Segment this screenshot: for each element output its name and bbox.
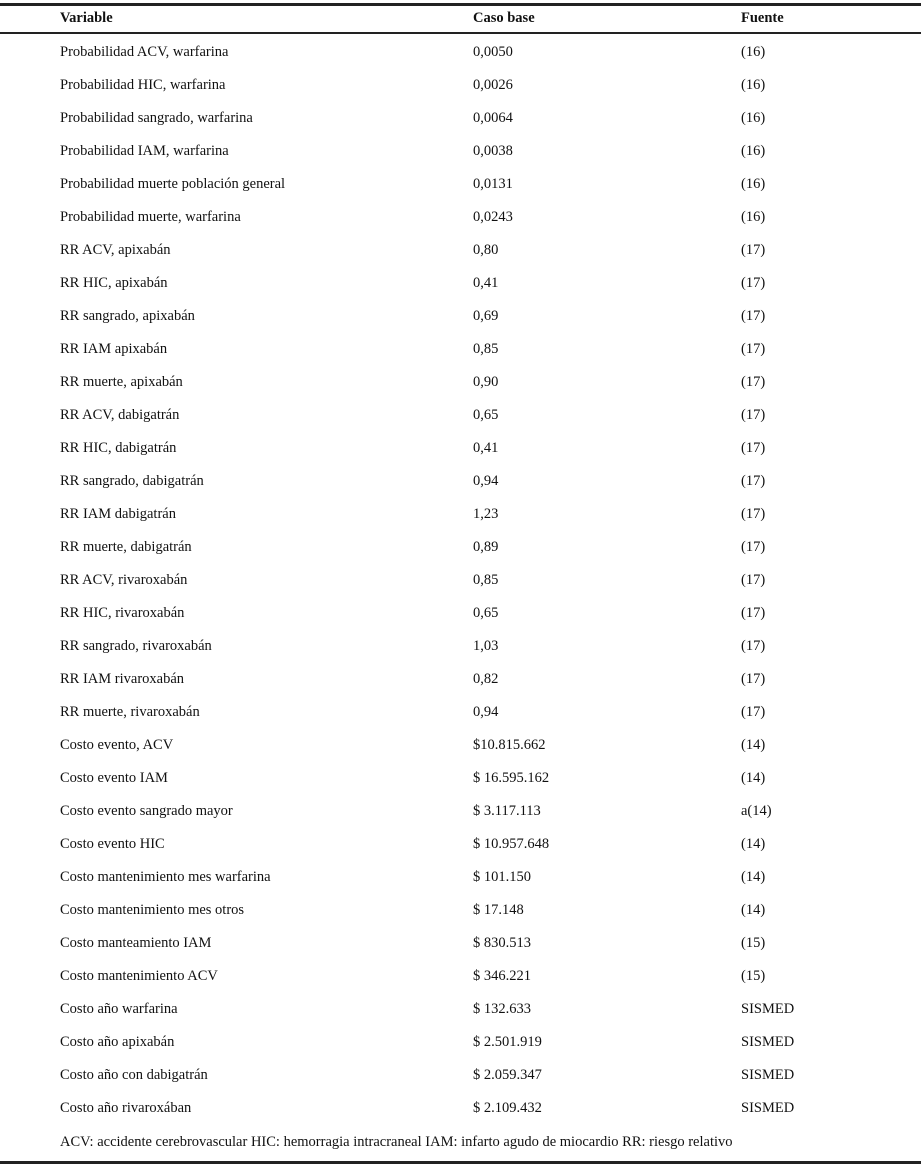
cell-source: (17) — [741, 671, 766, 687]
cell-variable: RR IAM apixabán — [60, 341, 168, 357]
cell-source: (17) — [741, 242, 766, 258]
cell-base-case: 0,0038 — [473, 143, 513, 159]
table-row — [0, 399, 921, 432]
cell-base-case: 0,0050 — [473, 44, 513, 60]
table-row — [0, 135, 921, 168]
cell-base-case: 0,80 — [473, 242, 499, 258]
cell-variable: Costo año warfarina — [60, 1001, 178, 1017]
cell-base-case: 0,0131 — [473, 176, 513, 192]
cell-base-case: 0,41 — [473, 275, 499, 291]
cell-source: (16) — [741, 176, 766, 192]
cell-base-case: 0,0026 — [473, 77, 513, 93]
table-row — [0, 432, 921, 465]
table-row — [0, 630, 921, 663]
cell-base-case: $ 3.117.113 — [473, 803, 541, 819]
cell-variable: Costo año apixabán — [60, 1034, 175, 1050]
cell-variable: RR ACV, apixabán — [60, 242, 171, 258]
cell-base-case: 0,94 — [473, 473, 499, 489]
cell-base-case: 0,85 — [473, 572, 499, 588]
cell-source: (16) — [741, 143, 766, 159]
cell-variable: RR HIC, rivaroxabán — [60, 605, 185, 621]
table-row — [0, 960, 921, 993]
table-row — [0, 861, 921, 894]
cell-source: (17) — [741, 605, 766, 621]
table-row — [0, 696, 921, 729]
cell-variable: Costo mantenimiento ACV — [60, 968, 218, 984]
table-row — [0, 1092, 921, 1125]
table-row — [0, 894, 921, 927]
table-row — [0, 267, 921, 300]
cell-base-case: 0,65 — [473, 407, 499, 423]
cell-base-case: 0,94 — [473, 704, 499, 720]
cell-variable: Probabilidad muerte población general — [60, 176, 286, 192]
cell-variable: RR ACV, rivaroxabán — [60, 572, 188, 588]
cell-variable: Costo año rivaroxában — [60, 1100, 192, 1116]
cell-base-case: $ 830.513 — [473, 935, 531, 951]
table-row — [0, 564, 921, 597]
cell-source: (17) — [741, 704, 766, 720]
header-base-case: Caso base — [473, 10, 535, 26]
cell-variable: RR IAM rivaroxabán — [60, 671, 185, 687]
table-row — [0, 795, 921, 828]
cell-variable: RR sangrado, rivaroxabán — [60, 638, 212, 654]
table-bottom-rule — [0, 1161, 921, 1164]
cell-source: (16) — [741, 44, 766, 60]
table-row — [0, 993, 921, 1026]
cell-variable: Costo evento, ACV — [60, 737, 174, 753]
cell-source: (14) — [741, 836, 766, 852]
table-row — [0, 1026, 921, 1059]
cell-variable: RR muerte, dabigatrán — [60, 539, 192, 555]
table-row — [0, 663, 921, 696]
cell-base-case: $ 2.501.919 — [473, 1034, 542, 1050]
cell-source: SISMED — [741, 1067, 795, 1083]
cell-variable: RR IAM dabigatrán — [60, 506, 176, 522]
table-header — [0, 2, 921, 35]
cell-source: (16) — [741, 209, 766, 225]
cell-source: (17) — [741, 572, 766, 588]
cell-source: (17) — [741, 374, 766, 390]
cell-variable: RR ACV, dabigatrán — [60, 407, 180, 423]
cell-source: SISMED — [741, 1100, 795, 1116]
cell-variable: Costo evento sangrado mayor — [60, 803, 233, 819]
table-row — [0, 366, 921, 399]
cell-source: (14) — [741, 869, 766, 885]
cell-base-case: $ 10.957.648 — [473, 836, 550, 852]
cell-variable: Probabilidad ACV, warfarina — [60, 44, 229, 60]
table-row — [0, 168, 921, 201]
table-row — [0, 201, 921, 234]
table-row — [0, 1059, 921, 1092]
cell-source: (14) — [741, 737, 766, 753]
cell-variable: Costo evento IAM — [60, 770, 168, 786]
cell-base-case: 0,85 — [473, 341, 499, 357]
cell-base-case: $ 132.633 — [473, 1001, 531, 1017]
cell-source: (16) — [741, 110, 766, 126]
header-variable: Variable — [60, 10, 113, 26]
cell-variable: RR muerte, apixabán — [60, 374, 183, 390]
cell-variable: Probabilidad HIC, warfarina — [60, 77, 226, 93]
cell-variable: RR HIC, dabigatrán — [60, 440, 177, 456]
cell-variable: RR muerte, rivaroxabán — [60, 704, 200, 720]
cell-source: (17) — [741, 638, 766, 654]
header-source: Fuente — [741, 10, 784, 26]
cell-variable: Costo manteamiento IAM — [60, 935, 212, 951]
cell-base-case: $ 2.109.432 — [473, 1100, 542, 1116]
table-row — [0, 828, 921, 861]
cell-base-case: 0,41 — [473, 440, 499, 456]
header-rule — [0, 32, 921, 34]
cell-variable: Costo mantenimiento mes otros — [60, 902, 245, 918]
cell-base-case: 0,90 — [473, 374, 499, 390]
table-row — [0, 531, 921, 564]
cell-base-case: $ 346.221 — [473, 968, 531, 984]
cell-base-case: 0,0064 — [473, 110, 513, 126]
table-row — [0, 300, 921, 333]
cell-variable: RR sangrado, dabigatrán — [60, 473, 204, 489]
cell-source: (17) — [741, 506, 766, 522]
cell-base-case: $ 17.148 — [473, 902, 524, 918]
cell-source: (14) — [741, 902, 766, 918]
cell-base-case: 0,82 — [473, 671, 499, 687]
cell-base-case: 0,65 — [473, 605, 499, 621]
cell-source: (17) — [741, 308, 766, 324]
table-row — [0, 333, 921, 366]
cell-source: (17) — [741, 275, 766, 291]
table-row — [0, 597, 921, 630]
table-row — [0, 36, 921, 69]
cell-source: (17) — [741, 440, 766, 456]
cell-base-case: 1,03 — [473, 638, 499, 654]
cell-source: SISMED — [741, 1001, 795, 1017]
table-row — [0, 927, 921, 960]
cell-source: (17) — [741, 473, 766, 489]
cell-base-case: $ 101.150 — [473, 869, 531, 885]
cell-source: (17) — [741, 539, 766, 555]
cell-source: (17) — [741, 407, 766, 423]
cell-source: a(14) — [741, 803, 772, 819]
cell-base-case: $ 16.595.162 — [473, 770, 550, 786]
cell-source: (15) — [741, 935, 766, 951]
cell-base-case: 0,69 — [473, 308, 499, 324]
cell-base-case: 0,89 — [473, 539, 499, 555]
cell-variable: Costo año con dabigatrán — [60, 1067, 208, 1083]
cell-source: (17) — [741, 341, 766, 357]
cell-source: (16) — [741, 77, 766, 93]
table-row — [0, 234, 921, 267]
cell-variable: Probabilidad muerte, warfarina — [60, 209, 241, 225]
cell-base-case: $10.815.662 — [473, 737, 546, 753]
table-row — [0, 762, 921, 795]
table-row — [0, 465, 921, 498]
table-row — [0, 498, 921, 531]
table-row — [0, 69, 921, 102]
table-row — [0, 729, 921, 762]
cell-base-case: 0,0243 — [473, 209, 513, 225]
cell-variable: Costo mantenimiento mes warfarina — [60, 869, 271, 885]
cell-source: (15) — [741, 968, 766, 984]
table-footnote: ACV: accidente cerebrovascular HIC: hemorragia intracraneal IAM: infarto agudo de miocardio RR: riesgo relativo — [60, 1134, 733, 1150]
cell-base-case: $ 2.059.347 — [473, 1067, 542, 1083]
cell-variable: RR sangrado, apixabán — [60, 308, 195, 324]
cell-variable: Probabilidad IAM, warfarina — [60, 143, 229, 159]
cell-base-case: 1,23 — [473, 506, 499, 522]
cell-variable: RR HIC, apixabán — [60, 275, 168, 291]
cell-source: (14) — [741, 770, 766, 786]
cell-variable: Costo evento HIC — [60, 836, 165, 852]
table-row — [0, 102, 921, 135]
cell-source: SISMED — [741, 1034, 795, 1050]
cell-variable: Probabilidad sangrado, warfarina — [60, 110, 253, 126]
